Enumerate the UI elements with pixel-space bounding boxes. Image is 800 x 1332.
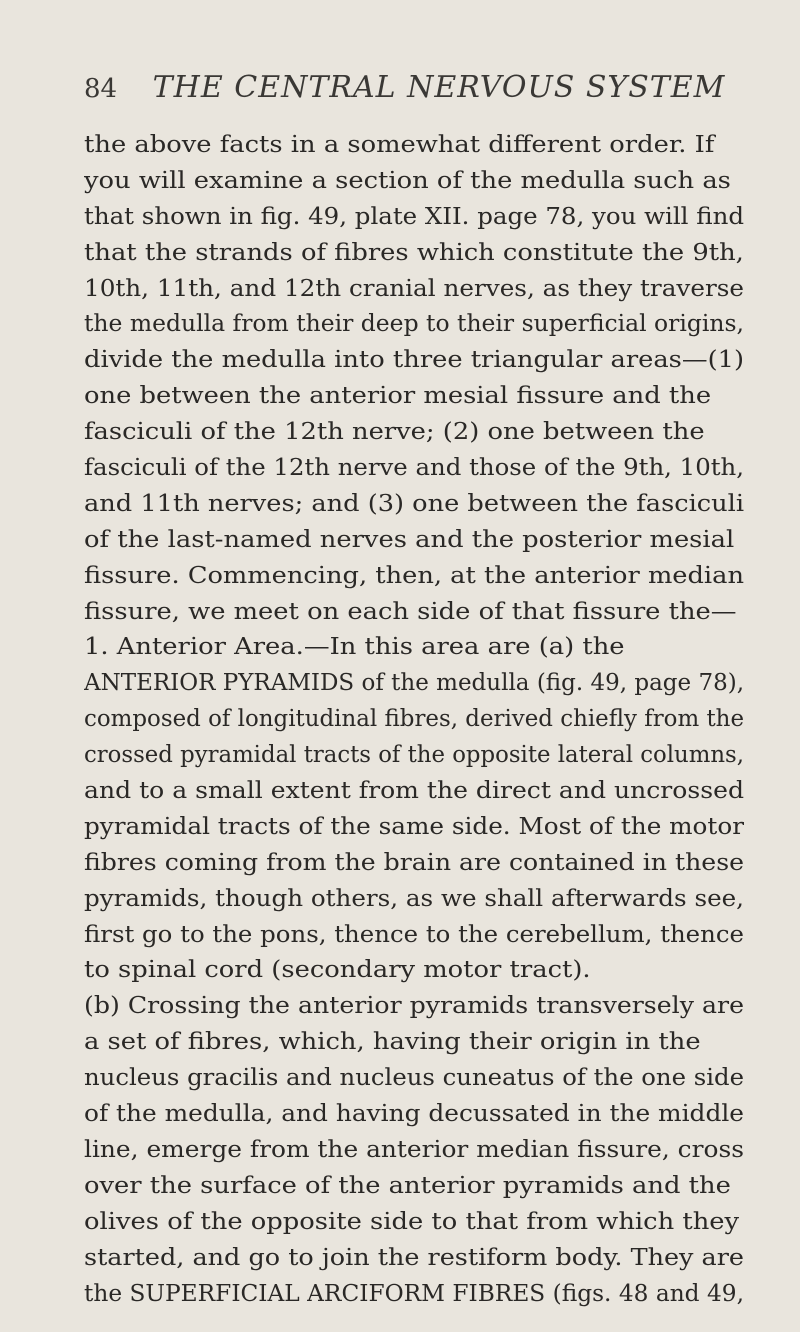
text-line: and 11th nerves; and (3) one between the fasciculi [84, 490, 744, 517]
text-line: the SUPERFICIAL ARCIFORM FIBRES (figs. 48 and 49, [84, 1280, 744, 1307]
text-line: ANTERIOR PYRAMIDS of the medulla (fig. 49, page 78), [84, 670, 744, 697]
text-line: a set of fibres, which, having their origin in the [84, 1029, 701, 1056]
text-line: fissure, we meet on each side of that fissure the— [84, 598, 737, 625]
text-line: divide the medulla into three triangular areas—(1) [84, 347, 744, 374]
text-line: fissure. Commencing, then, at the anterior median [84, 562, 744, 589]
text-line: and to a small extent from the direct and uncrossed [84, 778, 744, 805]
text-line: the medulla from their deep to their superficial origins, [84, 311, 744, 338]
text-line: you will examine a section of the medulla such as [84, 167, 731, 194]
text-line: nucleus gracilis and nucleus cuneatus of the one side [84, 1065, 744, 1092]
running-title: THE CENTRAL NERVOUS SYSTEM [152, 70, 726, 105]
text-line: (b) Crossing the anterior pyramids transversely are [84, 993, 744, 1020]
text-line: pyramids, though others, as we shall afterwards see, [84, 885, 744, 912]
text-line: that the strands of fibres which constitute the 9th, [84, 239, 744, 266]
text-line: fibres coming from the brain are contained in these [84, 849, 744, 876]
page-number: 84 [84, 74, 118, 104]
text-line: first go to the pons, thence to the cerebellum, thence [84, 921, 744, 948]
text-line: of the last-named nerves and the posterior mesial [84, 526, 735, 553]
text-line: olives of the opposite side to that from which they [84, 1208, 740, 1235]
text-line: line, emerge from the anterior median fissure, cross [84, 1136, 744, 1163]
running-head [84, 68, 744, 108]
text-line: pyramidal tracts of the same side. Most of the motor [84, 813, 744, 840]
text-line: to spinal cord (secondary motor tract). [84, 957, 591, 984]
body-text [84, 128, 744, 1312]
text-line: fasciculi of the 12th nerve and those of the 9th, 10th, [84, 455, 744, 482]
text-line: one between the anterior mesial fissure and the [84, 383, 712, 410]
text-line: of the medulla, and having decussated in the middle [84, 1101, 744, 1128]
text-line: crossed pyramidal tracts of the opposite lateral columns, [84, 742, 744, 769]
text-line: 10th, 11th, and 12th cranial nerves, as they traverse [84, 275, 744, 302]
text-line: composed of longitudinal fibres, derived chiefly from the [84, 706, 744, 733]
section-heading-line: 1. Anterior Area.—In this area are (a) the [84, 634, 625, 661]
text-line: fasciculi of the 12th nerve; (2) one between the [84, 419, 705, 446]
text-line: the above facts in a somewhat different order. If [84, 132, 715, 158]
text-line: started, and go to join the restiform body. They are [84, 1244, 744, 1271]
text-line: that shown in fig. 49, plate XII. page 78, you will find [84, 203, 744, 230]
text-line: over the surface of the anterior pyramids and the [84, 1172, 731, 1199]
